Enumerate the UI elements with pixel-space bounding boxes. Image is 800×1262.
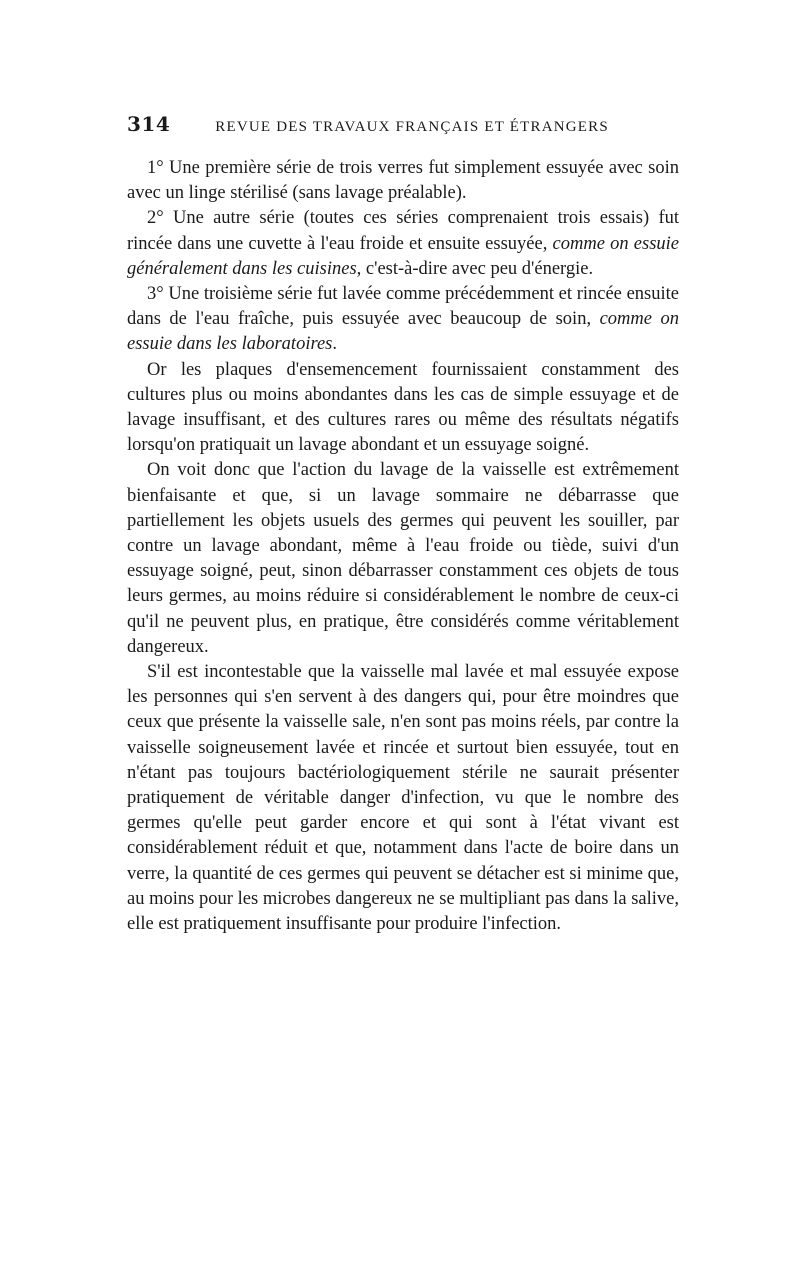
paragraph-2-italic: comme on essuie généralement dans les cuisines <box>127 233 679 279</box>
paragraph-3 <box>127 282 679 358</box>
paragraph-3-end: . <box>332 334 338 355</box>
paragraph-6: S'il est incontestable que la vaisselle mal lavée et mal essuyée expose les personnes qui s'en servent à des dangers qui, pour être moindres que ceux que présente la vaisselle sale, n'en sont pas moins réels, par contre la vaisselle soigneusement lavée et rincée et surtout bien essuyée, tout en n'étant pas toujours bactériologiquement stérile ne saurait présenter pratiquement de véritable danger d'infection, vu que le nombre des germes qu'elle peut garder encore et qui sont à l'état vivant est considérablement réduit et que, notamment dans l'acte de boire dans un verre, la quantité de ces germes qui peuvent se détacher est si minime que, au moins pour les microbes dangereux ne se multipliant pas dans la salive, elle est pratiquement insuffisante pour produire l'infection. <box>127 662 679 935</box>
paragraph-2-end: , c'est-à-dire avec peu d'énergie. <box>356 258 594 279</box>
paragraph-3-text: 3° Une troisième série fut lavée comme précédemment et rincée ensuite dans de l'eau fraîche, puis essuyée avec beaucoup de soin, <box>127 284 679 330</box>
running-head <box>127 112 679 142</box>
page-number: 314 <box>127 112 171 136</box>
paragraph-2 <box>127 206 679 282</box>
paragraph-1: 1° Une première série de trois verres fut simplement essuyée avec soin avec un linge stérilisé (sans lavage préalable). <box>127 158 679 204</box>
paragraph-5: On voit donc que l'action du lavage de la vaisselle est extrêmement bienfaisante et que, si un lavage sommaire ne débarrasse que partiellement les objets usuels des germes qui peuvent les souiller, par contre un lavage abondant, même à l'eau froide ou tiède, suivi d'un essuyage soigné, peut, sinon débarrasser constamment ces objets de tous leurs germes, au moins réduire si considérablement le nombre de ceux-ci qu'il ne peuvent plus, en pratique, être considérés comme véritablement dangereux. <box>127 460 679 657</box>
paragraph-4: Or les plaques d'ensemencement fournissaient constamment des cultures plus ou moins abondantes dans les cas de simple essuyage et de lavage insuffisant, et des cultures rares ou même des résultats négatifs lorsqu'on pratiquait un lavage abondant et un essuyage soigné. <box>127 359 679 456</box>
page-body <box>127 112 679 937</box>
journal-title: REVUE DES TRAVAUX FRANÇAIS ET ÉTRANGERS <box>215 119 609 135</box>
paragraph-2-text: 2° Une autre série (toutes ces séries comprenaient trois essais) fut rincée dans une cuvette à l'eau froide et ensuite essuyée, <box>127 208 679 254</box>
paragraph-3-italic: comme on essuie dans les laboratoires <box>127 309 679 355</box>
